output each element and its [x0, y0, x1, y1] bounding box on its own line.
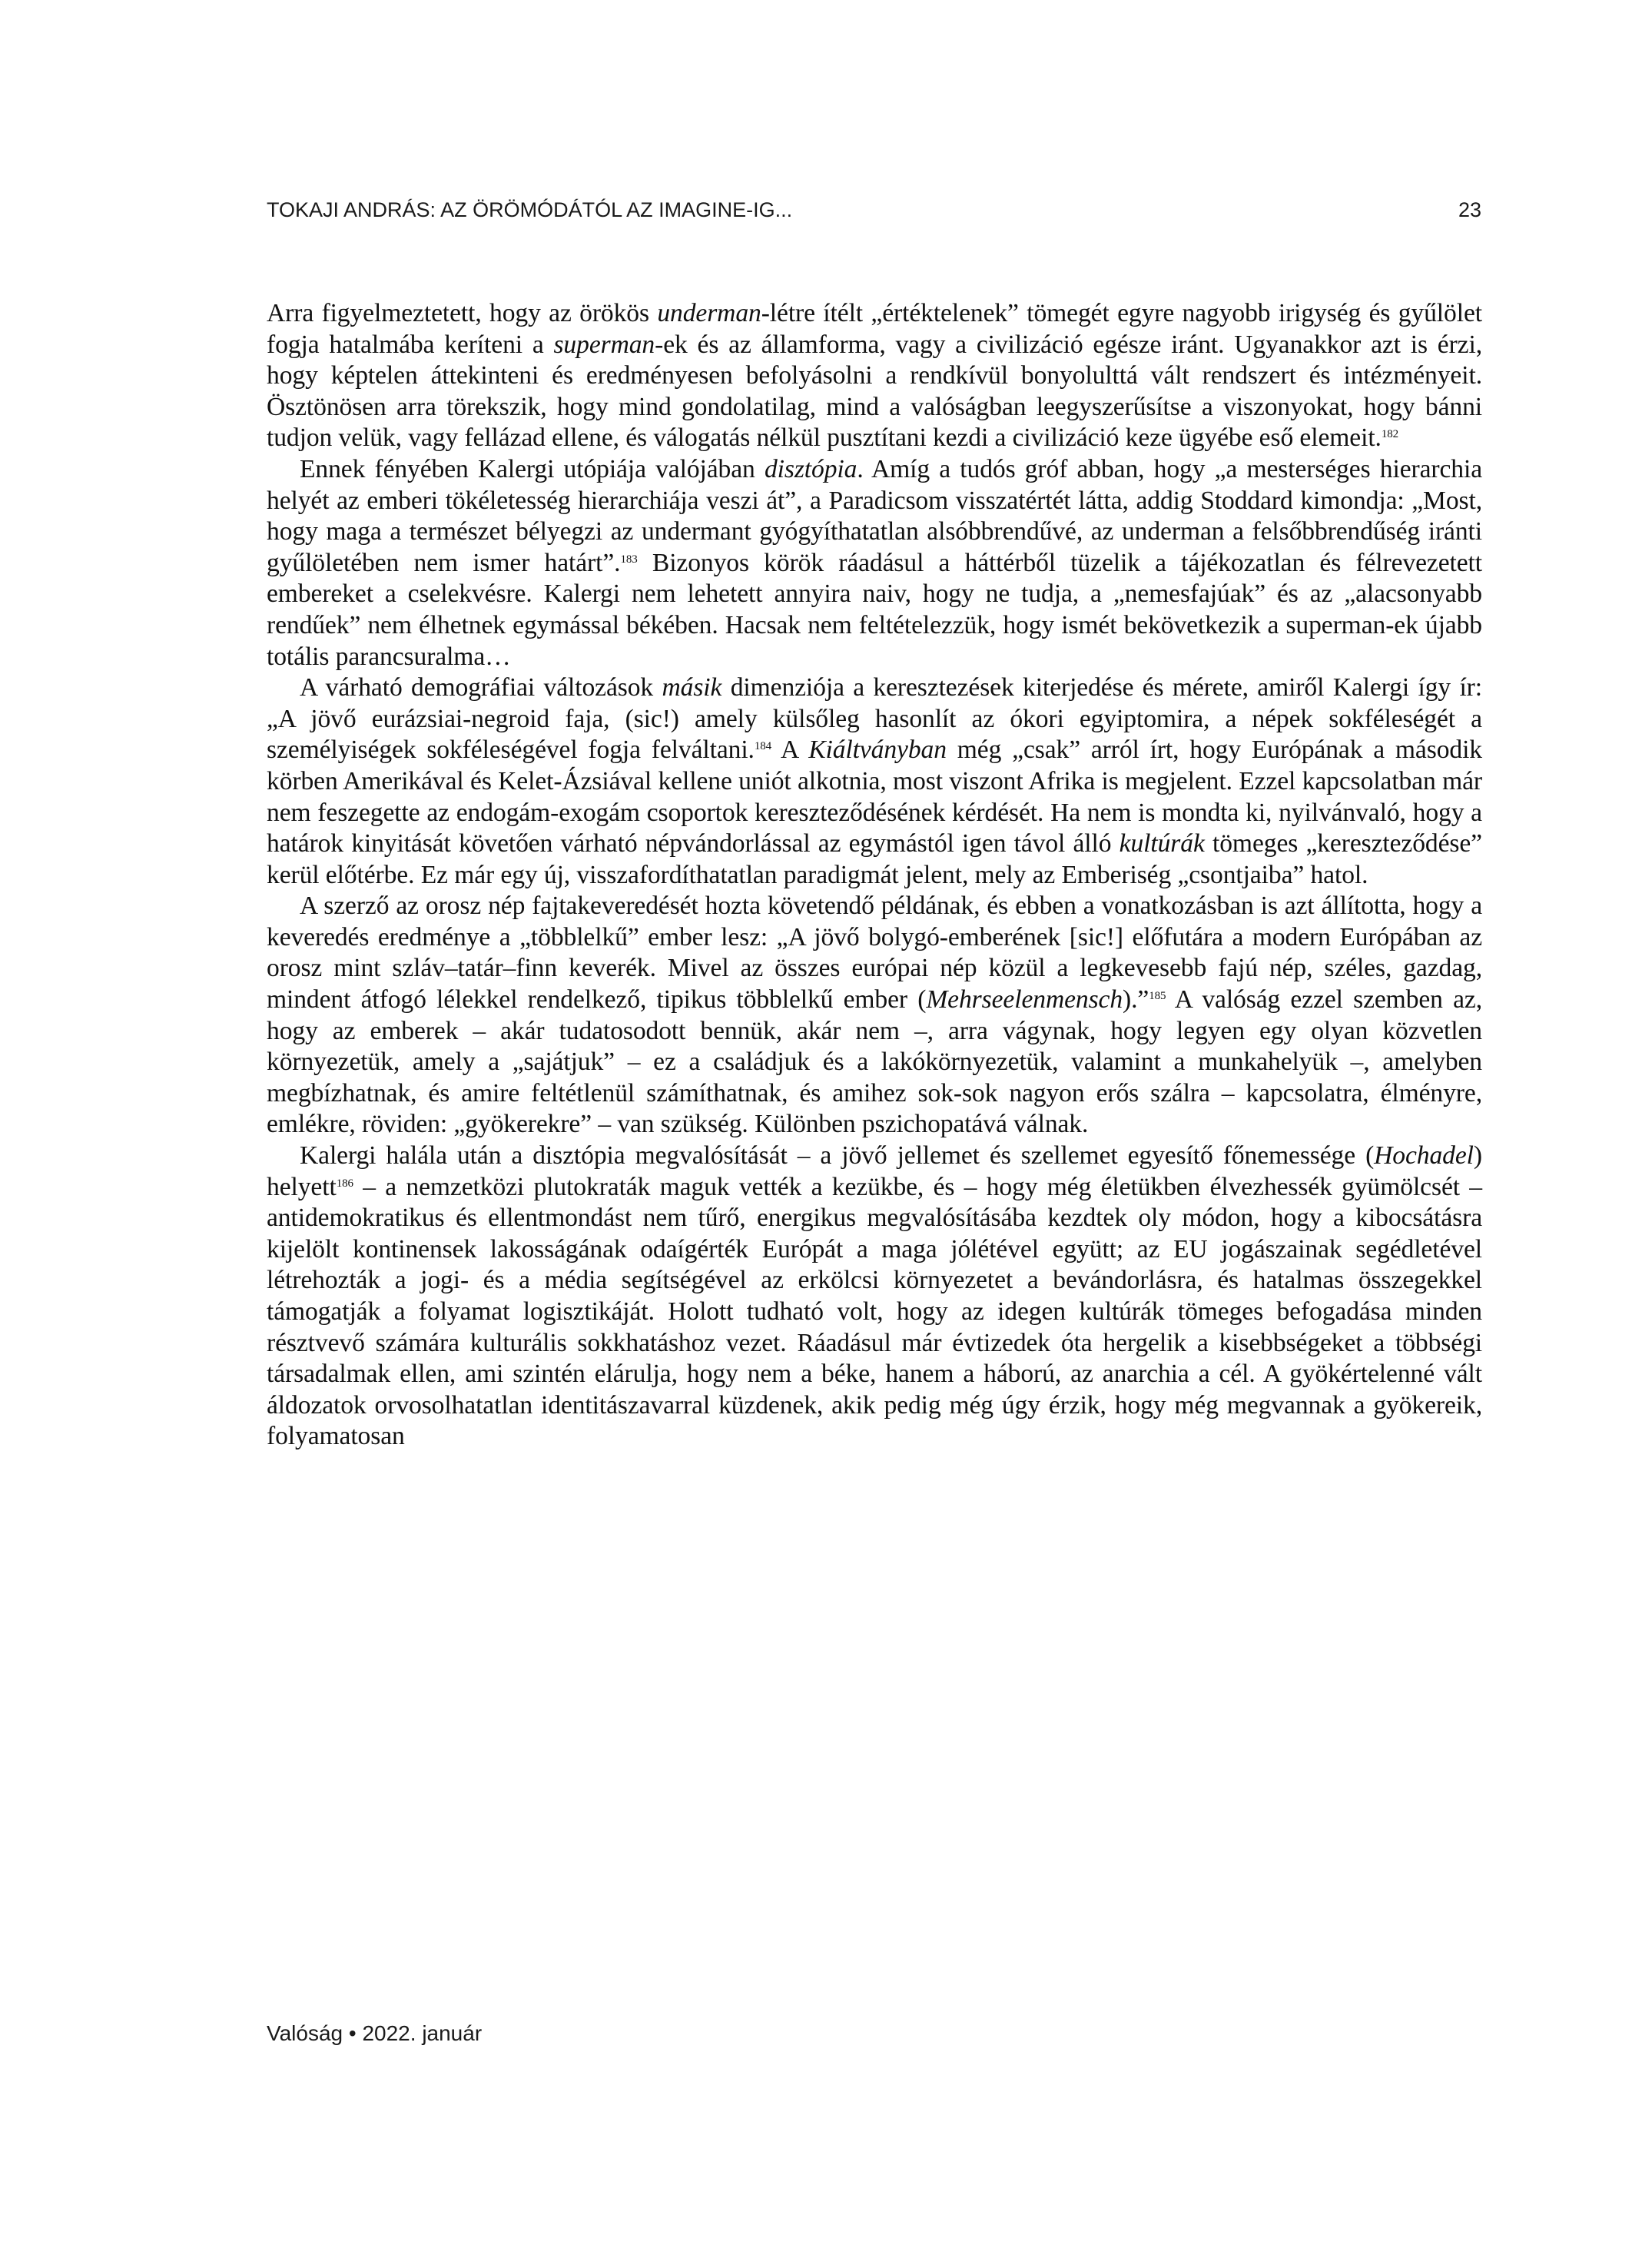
- footnote-ref: 182: [1381, 428, 1399, 441]
- italic-term: superman: [553, 330, 655, 359]
- italic-term: Hochadel: [1374, 1141, 1474, 1171]
- text-run: Kalergi halála után a disztópia megvalósítását – a jövő jellemet és szellemet egyesítő főnemessége (: [300, 1141, 1375, 1171]
- text-run: -ek és az államforma, vagy a civilizáció egésze iránt. Ugyanakkor azt is érzi, hogy képtelen áttekinteni és eredményesen befolyásolni a rendkívül bonyolulttá vált rendszert és intézményeit. Ösztönösen arra törekszik, hogy mind gondolatilag, mind a valóságban leegyszerűsítse a viszonyokat, hogy bánni tudjon velük, vagy fellázad ellene, és válogatás nélkül pusztítani kezdi a civilizáció keze ügyébe eső elemeit.: [267, 330, 1482, 453]
- text-run: – a nemzetközi plutokraták maguk vették a kezükbe, és – hogy még életükben élvezhessék gyümölcsét – antidemokratikus és ellentmondást nem tűrő, energikus megvalósításába kezdtek oly módon, hogy a kibocsátásra kijelölt kontinensek lakosságának odaígérték Európát a maga jólétével együtt; az EU jogászainak segédletével létrehozták a jogi- és a média segítségével az erkölcsi környezetet a bevándorlásra, és hatalmas összegekkel támogatják a folyamat logisztikáját. Holott tudható volt, hogy az idegen kultúrák tömeges befogadása minden résztvevő számára kulturális sokkhatáshoz vezet. Ráadásul már évtizedek óta hergelik a kisebbségeket a többségi társadalmak ellen, ami szintén elárulja, hogy nem a béke, hanem a háború, az anarchia a cél. A gyökértelenné vált áldozatok orvosolhatatlan identitászavarral küzdenek, akik pedig még úgy érzik, hogy még megvannak a gyökereik, folyamatosan: [267, 1172, 1482, 1451]
- article-body: [267, 298, 1482, 1453]
- text-run: Ennek fényében Kalergi utópiája valójában: [300, 454, 765, 483]
- paragraph-1: [267, 298, 1482, 454]
- footnote-ref: 183: [620, 553, 638, 566]
- italic-term: disztópia: [764, 454, 857, 483]
- footnote-ref: 185: [1149, 990, 1166, 1003]
- text-run: dimenziója a keresztezések kiterjedése és mérete, amiről Kalergi így ír: „A jövő eurázsiai-negroid faja, (sic!) amely külsőleg hasonlít az ókori egyiptomira, a népek sokféleségét a személyiségek sokféleségével fogja felváltani.: [267, 673, 1482, 765]
- text-run: tömeges „kereszteződése” kerül előtérbe. Ez már egy új, visszafordíthatatlan paradigmát jelent, mely az Emberiség „csontjaiba” hatol.: [267, 829, 1482, 889]
- footnote-ref: 184: [754, 740, 772, 753]
- italic-term: Kiáltványban: [808, 736, 947, 765]
- text-run: -létre ítélt „értéktelenek” tömegét egyre nagyobb irigység és gyűlölet fogja hatalmába keríteni a: [267, 299, 1482, 359]
- text-run: . Amíg a tudós gróf abban, hogy „a mesterséges hierarchia helyét az emberi tökéletesség hierarchiája veszi át”, a Paradicsom visszatértét látta, addig Stoddard kimondja: „Most, hogy maga a természet bélyegzi az undermant gyógyíthatatlan alsóbbrendűvé, az underman a felsőbbrendűség iránti gyűlöletében nem ismer határt”.: [267, 454, 1483, 577]
- text-run: A szerző az orosz nép fajtakeveredését hozta követendő példának, és ebben a vonatkozásban is azt állította, hogy a keveredés eredménye a „többlelkű” ember lesz: „A jövő bolygó-emberének [sic!] előfutára a modern Európában az orosz mint szláv–tatár–finn keverék. Mivel az összes európai nép közül a legkevesebb fajú nép, széles, gazdag, mindent átfogó lélekkel rendelkező, tipikus többlelkű ember (: [267, 892, 1482, 1014]
- footnote-ref: 186: [336, 1177, 353, 1190]
- italic-term: underman: [657, 299, 761, 327]
- text-run: ).”: [1123, 985, 1149, 1014]
- paragraph-3: [267, 672, 1482, 891]
- running-header: [267, 198, 1481, 229]
- text-run: A valóság ezzel szemben az, hogy az emberek – akár tudatosodott bennük, akár nem –, arra vágynak, hogy legyen egy olyan közvetlen környezetük, amely a „sajátjuk” – ez a családjuk és a lakókörnyezetük, valamint a munkahelyük –, amelyben megbízhatnak, és amire feltétlenül számíthatnak, és amihez sok-sok nagyon erős szálra – kapcsolatra, élményre, emlékre, röviden: „gyökerekre” – van szükség. Különben pszichopatává válnak.: [267, 985, 1483, 1139]
- page-footer: Valóság • 2022. január: [267, 2021, 483, 2045]
- paragraph-4: [267, 891, 1482, 1141]
- text-run: A várható demográfiai változások: [300, 673, 662, 702]
- italic-term: kultúrák: [1119, 829, 1205, 858]
- text-run: még „csak” arról írt, hogy Európának a második körben Amerikával és Kelet-Ázsiával kellene uniót alkotnia, most viszont Afrika is megjelent. Ezzel kapcsolatban már nem feszegette az endogám-exogám csoportok kereszteződésének kérdését. Ha nem is mondta ki, nyilvánvaló, hogy a határok kinyitását követően várható népvándorlással az egymástól igen távol álló: [267, 736, 1482, 858]
- page-number: 23: [1458, 198, 1481, 221]
- italic-term: Mehrseelenmensch: [926, 985, 1123, 1014]
- text-run: ) helyett: [267, 1141, 1482, 1201]
- running-title: TOKAJI ANDRÁS: AZ ÖRÖMÓDÁTÓL AZ IMAGINE-IG...: [267, 198, 793, 221]
- text-run: Arra figyelmeztetett, hogy az örökös: [267, 299, 658, 327]
- text-run: A: [771, 736, 809, 765]
- paragraph-5: [267, 1141, 1482, 1453]
- italic-term: másik: [662, 673, 722, 702]
- paragraph-2: [267, 454, 1482, 672]
- text-run: Bizonyos körök ráadásul a háttérből tüzelik a tájékozatlan és félrevezetett embereket a cselekvésre. Kalergi nem lehetett annyira naiv, hogy ne tudja, a „nemesfajúak” és az „alacsonyabb rendűek” nem élhetnek egymással békében. Hacsak nem feltételezzük, hogy ismét bekövetkezik a superman-ek újabb totális parancsuralma…: [267, 548, 1482, 671]
